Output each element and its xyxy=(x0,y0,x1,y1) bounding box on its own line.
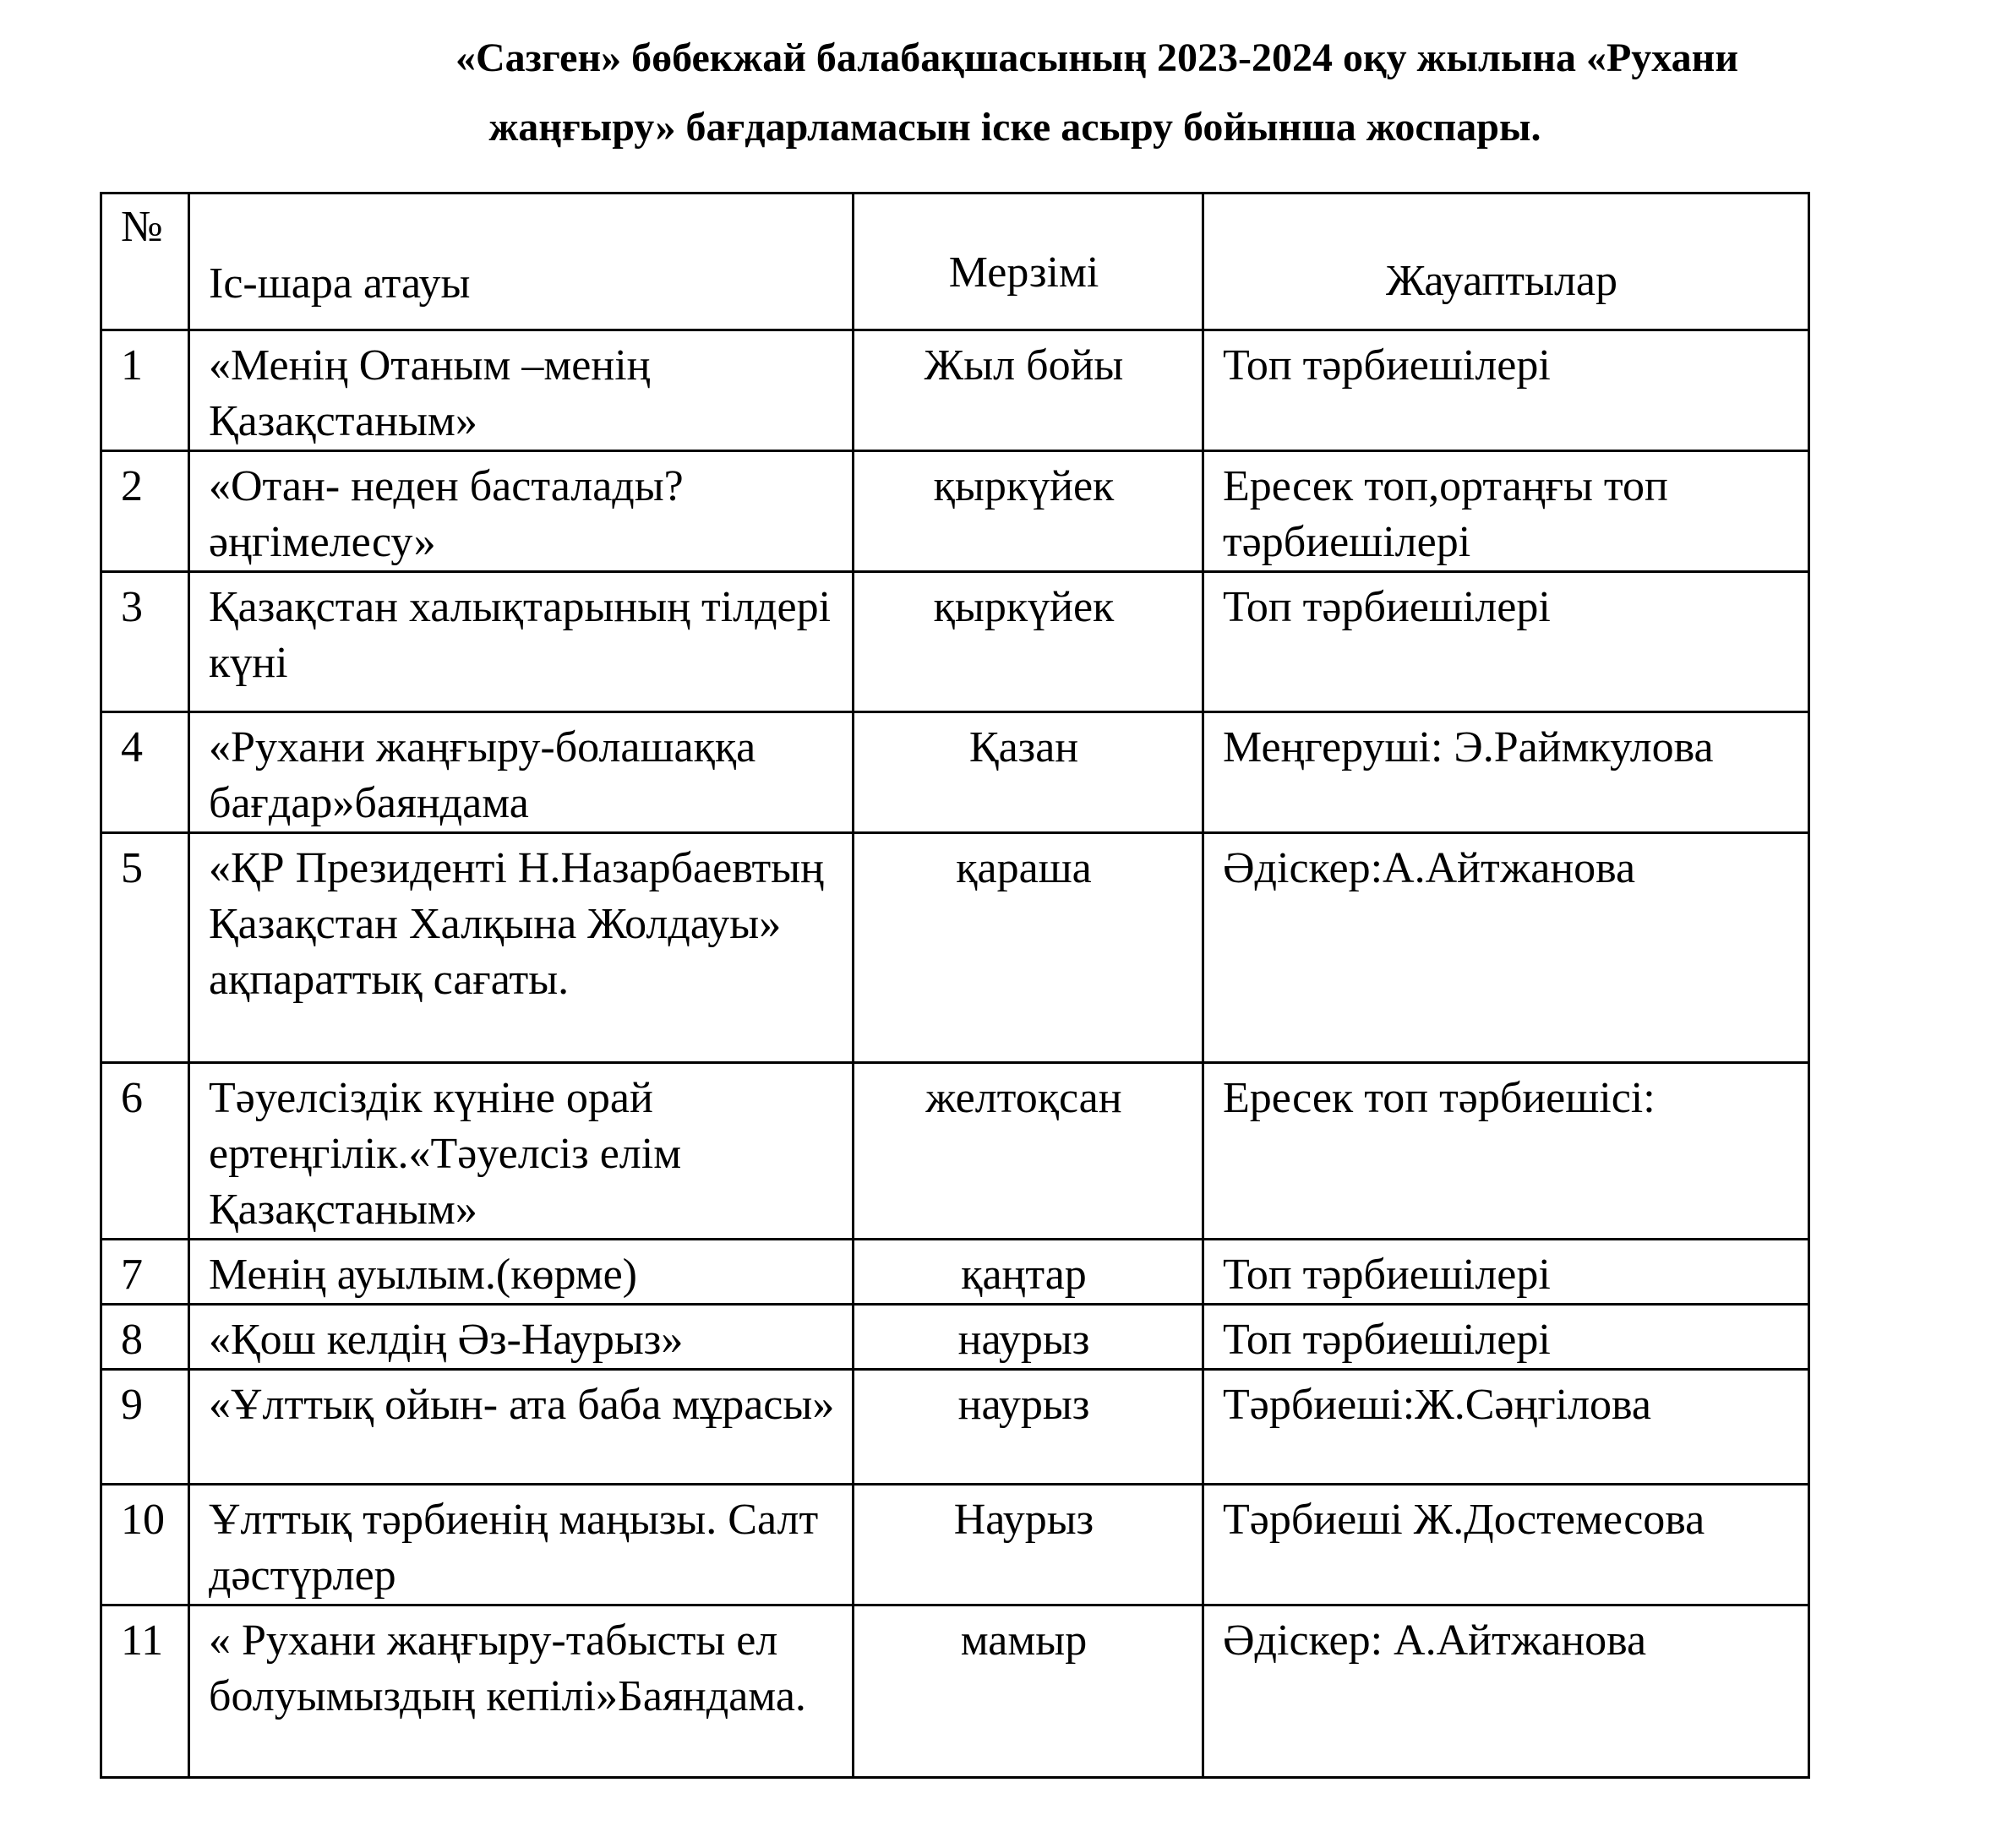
row-event: «Қош келдің Әз-Наурыз» xyxy=(189,1305,854,1370)
table-row xyxy=(101,1605,1809,1778)
plan-table xyxy=(100,192,1810,1779)
row-date: наурыз xyxy=(854,1370,1203,1485)
row-date: мамыр xyxy=(854,1605,1203,1778)
row-number: 1 xyxy=(101,330,189,451)
row-event: Ұлттық тәрбиенің маңызы. Салт дәстүрлер xyxy=(189,1485,854,1605)
table-row xyxy=(101,1063,1809,1240)
row-event: «Ұлттық ойын- ата баба мұрасы» xyxy=(189,1370,854,1485)
header-event-name: Іс-шара атауы xyxy=(189,194,854,330)
table-row xyxy=(101,1305,1809,1370)
row-date: наурыз xyxy=(854,1305,1203,1370)
row-event: Менің ауылым.(көрме) xyxy=(189,1240,854,1305)
row-number: 5 xyxy=(101,833,189,1063)
header-responsible: Жауаптылар xyxy=(1203,194,1809,330)
row-event: «Рухани жаңғыру-болашаққа бағдар»баяндама xyxy=(189,712,854,833)
row-date: қаңтар xyxy=(854,1240,1203,1305)
document-title-line-1: «Сазген» бөбекжай балабақшасының 2023-2024 оқу жылына «Рухани xyxy=(455,35,1738,80)
row-event: «Менің Отаным –менің Қазақстаным» xyxy=(189,330,854,451)
row-date: Наурыз xyxy=(854,1485,1203,1605)
table-header-row xyxy=(101,194,1809,330)
row-event: «Отан- неден басталады? әңгімелесу» xyxy=(189,451,854,572)
row-number: 3 xyxy=(101,572,189,712)
row-responsible: Әдіскер:А.Айтжанова xyxy=(1203,833,1809,1063)
row-number: 6 xyxy=(101,1063,189,1240)
row-event: Қазақстан халықтарының тілдері күні xyxy=(189,572,854,712)
document-title-line-2: жаңғыру» бағдарламасын іске асыру бойынша жоспары. xyxy=(488,105,1541,150)
row-date: қыркүйек xyxy=(854,572,1203,712)
row-responsible: Тәрбиеші Ж.Достемесова xyxy=(1203,1485,1809,1605)
row-number: 8 xyxy=(101,1305,189,1370)
row-number: 4 xyxy=(101,712,189,833)
table-row xyxy=(101,712,1809,833)
row-date: Қазан xyxy=(854,712,1203,833)
row-responsible: Әдіскер: А.Айтжанова xyxy=(1203,1605,1809,1778)
row-date: желтоқсан xyxy=(854,1063,1203,1240)
row-responsible: Ересек топ тәрбиешісі: xyxy=(1203,1063,1809,1240)
row-responsible: Ересек топ,ортаңғы топ тәрбиешілері xyxy=(1203,451,1809,572)
table-row xyxy=(101,451,1809,572)
table-row xyxy=(101,1240,1809,1305)
row-date: Жыл бойы xyxy=(854,330,1203,451)
row-number: 10 xyxy=(101,1485,189,1605)
header-date: Мерзімі xyxy=(854,194,1203,330)
row-responsible: Топ тәрбиешілері xyxy=(1203,1240,1809,1305)
row-date: қыркүйек xyxy=(854,451,1203,572)
row-number: 2 xyxy=(101,451,189,572)
row-number: 7 xyxy=(101,1240,189,1305)
row-responsible: Топ тәрбиешілері xyxy=(1203,330,1809,451)
row-date: қараша xyxy=(854,833,1203,1063)
table-row xyxy=(101,833,1809,1063)
table-row xyxy=(101,330,1809,451)
table-row xyxy=(101,1485,1809,1605)
row-event: Тәуелсіздік күніне орай ертеңгілік.«Тәуелсіз елім Қазақстаным» xyxy=(189,1063,854,1240)
row-event: « Рухани жаңғыру-табысты ел болуымыздың кепілі»Баяндама. xyxy=(189,1605,854,1778)
row-number: 9 xyxy=(101,1370,189,1485)
row-number: 11 xyxy=(101,1605,189,1778)
table-row xyxy=(101,1370,1809,1485)
row-event: «ҚР Президенті Н.Назарбаевтың Қазақстан Халқына Жолдауы» ақпараттық сағаты. xyxy=(189,833,854,1063)
row-responsible: Меңгеруші: Э.Раймкулова xyxy=(1203,712,1809,833)
header-number: № xyxy=(101,194,189,330)
row-responsible: Топ тәрбиешілері xyxy=(1203,1305,1809,1370)
row-responsible: Топ тәрбиешілері xyxy=(1203,572,1809,712)
table-row xyxy=(101,572,1809,712)
row-responsible: Тәрбиеші:Ж.Сәңгілова xyxy=(1203,1370,1809,1485)
